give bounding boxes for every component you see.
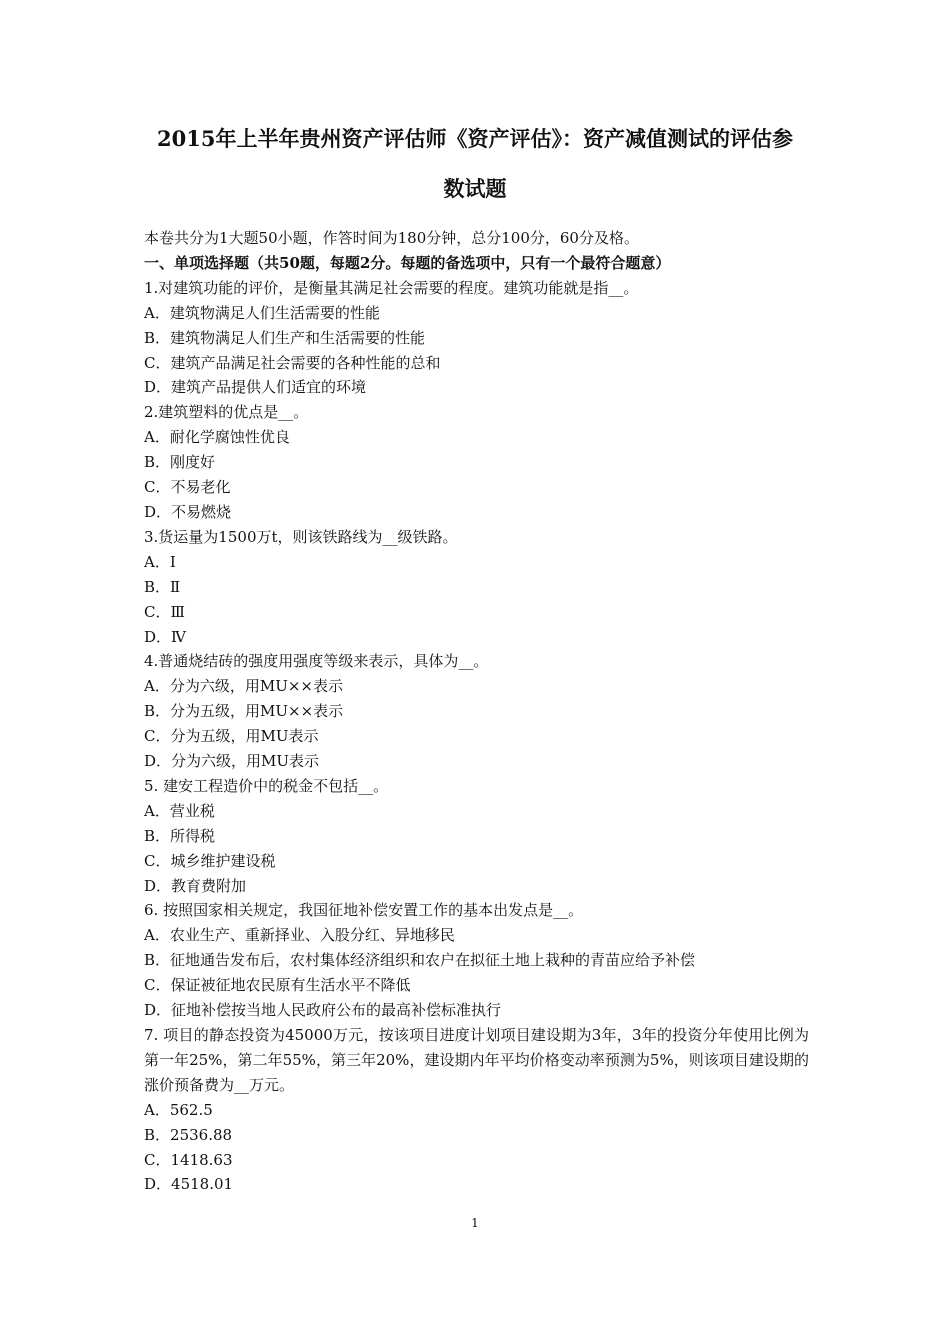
question-7-option-b: B．2536.88 [144,1125,233,1144]
question-2-option-b: B．刚度好 [144,453,216,472]
question-5-option-a: A．营业税 [144,801,215,820]
question-3-option-b: B．Ⅱ [144,577,181,596]
question-7-option-d: D．4518.01 [144,1175,234,1194]
question-7-option-a: A．562.5 [144,1100,213,1119]
question-6-option-a: A．农业生产、重新择业、入股分红、异地移民 [144,926,455,945]
question-7: 7. 项目的静态投资为45000万元，按该项目进度计划项目建设期为3年，3年的投资分年使用比例为第一年25%，第二年55%，第三年20%，建设期内年平均价格变动率预测为5%，则该项目建设期的涨价预备费为__万元。 [144,1026,809,1094]
question-2-option-d: D．不易燃烧 [144,502,232,521]
question-6-option-c: C．保证被征地农民原有生活水平不降低 [144,976,411,995]
question-7-option-c: C．1418.63 [144,1150,233,1169]
document-title-line-1: 2015年上半年贵州资产评估师《资产评估》：资产减值测试的评估参 [157,126,793,151]
question-2: 2.建筑塑料的优点是__。 [144,403,309,422]
question-4-option-d: D．分为六级，用MU表示 [144,752,320,771]
question-5-option-d: D．教育费附加 [144,876,247,895]
question-5-option-c: C．城乡维护建设税 [144,851,276,870]
question-1: 1.对建筑功能的评价，是衡量其满足社会需要的程度。建筑功能就是指__。 [144,278,639,297]
question-4-option-c: C．分为五级，用MU表示 [144,727,319,746]
question-1-option-a: A．建筑物满足人们生活需要的性能 [144,303,380,322]
question-6-option-d: D．征地补偿按当地人民政府公布的最高补偿标准执行 [144,1001,502,1020]
question-3-option-d: D．Ⅳ [144,627,187,646]
question-3: 3.货运量为1500万t，则该铁路线为__级铁路。 [144,527,458,546]
question-4-option-b: B．分为五级，用MU××表示 [144,702,344,721]
question-2-option-c: C．不易老化 [144,478,231,497]
question-3-option-c: C．Ⅲ [144,602,185,621]
question-5: 5. 建安工程造价中的税金不包括__。 [144,776,389,795]
question-4-option-a: A．分为六级，用MU××表示 [144,677,343,696]
question-5-option-b: B．所得税 [144,826,216,845]
exam-intro: 本卷共分为1大题50小题，作答时间为180分钟，总分100分，60分及格。 [144,229,639,247]
question-4: 4.普通烧结砖的强度用强度等级来表示，具体为__。 [144,652,489,671]
question-6: 6. 按照国家相关规定，我国征地补偿安置工作的基本出发点是__。 [144,901,584,920]
document-body [144,226,809,1197]
question-2-option-a: A．耐化学腐蚀性优良 [144,428,290,447]
section-heading: 一、单项选择题（共50题，每题2分。每题的备选项中，只有一个最符合题意） [144,253,671,272]
page-number: 1 [471,1216,479,1230]
question-1-option-b: B．建筑物满足人们生产和生活需要的性能 [144,328,426,347]
document-title-line-2: 数试题 [443,176,507,201]
question-3-option-a: A．Ⅰ [144,552,176,571]
question-1-option-c: C．建筑产品满足社会需要的各种性能的总和 [144,353,441,372]
question-6-option-b: B．征地通告发布后，农村集体经济组织和农户在拟征土地上栽种的青苗应给予补偿 [144,951,696,970]
question-1-option-d: D．建筑产品提供人们适宜的环境 [144,378,367,397]
